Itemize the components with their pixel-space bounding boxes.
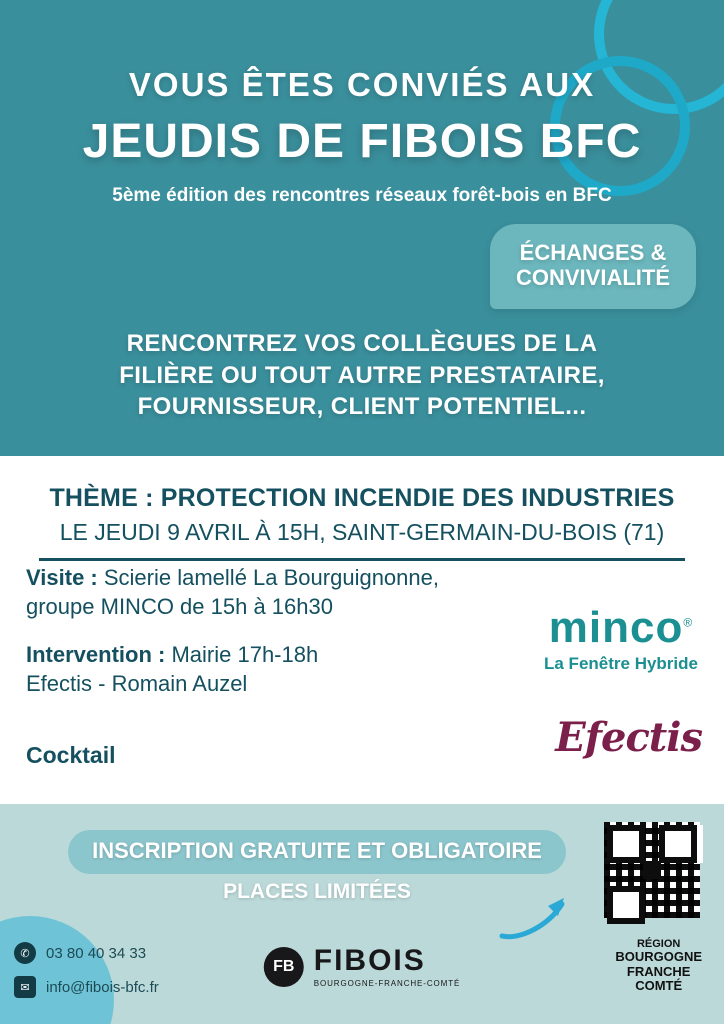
minco-word-text: minco — [548, 603, 684, 652]
detail-visit-line-1 — [26, 564, 456, 593]
badge-wrapper — [490, 224, 696, 309]
event-date: LE JEUDI 9 AVRIL À 15H, SAINT-GERMAIN-DU-BOIS (71) — [59, 519, 665, 545]
detail-visit-label: Visite : — [26, 565, 98, 590]
fibois-subtitle: BOURGOGNE-FRANCHE-COMTÉ — [313, 979, 461, 988]
contact-phone-text: 03 80 40 34 33 — [46, 944, 147, 962]
tagline-line-2: FILIÈRE OU TOUT AUTRE PRESTATAIRE, — [119, 361, 605, 389]
minco-tagline: La Fenêtre Hybride — [544, 654, 698, 673]
fibois-name: FIBOIS — [313, 944, 426, 977]
minco-logo — [544, 603, 698, 674]
limited-places-note: PLACES LIMITÉES — [223, 880, 411, 903]
header-band — [0, 0, 724, 456]
detail-talk-line-1 — [26, 641, 456, 670]
contact-email-row[interactable] — [14, 976, 159, 998]
region-line-3: FRANCHE — [626, 963, 691, 979]
header-subtitle: 5ème édition des rencontres réseaux forêt-bois en BFC — [112, 185, 612, 206]
fibois-mark-icon: FB — [264, 947, 304, 987]
status-badge — [490, 224, 696, 309]
mail-icon: ✉ — [14, 976, 36, 998]
region-logo — [615, 938, 702, 994]
contact-email-text: info@fibois-bfc.fr — [46, 978, 159, 996]
region-line-2: BOURGOGNE — [615, 949, 702, 965]
region-line-4: COMTÉ — [635, 978, 683, 994]
qr-corner-top-right — [659, 825, 697, 863]
efectis-logo: Efectis — [555, 714, 702, 761]
region-line-1: RÉGION — [636, 938, 681, 950]
badge-line-2: CONVIVIALITÉ — [515, 265, 670, 291]
detail-talk-text-2: Efectis - Romain Auzel — [26, 670, 248, 696]
detail-visit — [26, 564, 456, 621]
curved-arrow-icon — [498, 890, 578, 942]
registration-cta[interactable]: INSCRIPTION GRATUITE ET OBLIGATOIRE — [68, 830, 566, 874]
detail-talk — [26, 641, 456, 698]
divider — [39, 558, 685, 561]
detail-cocktail: Cocktail — [26, 742, 116, 768]
header-title: JEUDIS DE FIBOIS BFC — [82, 115, 642, 168]
header-text-block — [0, 0, 724, 207]
tagline — [0, 328, 724, 423]
contact-phone-row[interactable] — [14, 942, 159, 964]
theme-title: THÈME : PROTECTION INCENDIE DES INDUSTRIES — [49, 484, 675, 512]
detail-visit-text-1: Scierie lamellé La Bourguignonne, — [103, 565, 439, 590]
tagline-line-3: FOURNISSEUR, CLIENT POTENTIEL... — [137, 393, 587, 421]
qr-code[interactable] — [604, 822, 700, 918]
minco-registered-mark: ® — [683, 615, 694, 630]
badge-line-1: ÉCHANGES & — [519, 240, 667, 265]
main-content-band — [0, 456, 724, 804]
details-list — [26, 564, 456, 718]
header-line-1: VOUS ÊTES CONVIÉS AUX — [128, 66, 596, 103]
minco-wordmark — [548, 603, 694, 652]
detail-talk-text-1: Mairie 17h-18h — [171, 642, 319, 668]
tagline-line-1: RENCONTREZ VOS COLLÈGUES DE LA — [126, 330, 598, 357]
qr-core — [643, 861, 661, 879]
phone-icon: ✆ — [14, 942, 36, 964]
fibois-logo — [264, 946, 460, 988]
fibois-text-block — [314, 946, 460, 988]
detail-talk-label: Intervention : — [26, 642, 166, 668]
detail-visit-text-2: groupe MINCO de 15h à 16h30 — [26, 593, 333, 619]
contact-block — [14, 942, 159, 1010]
